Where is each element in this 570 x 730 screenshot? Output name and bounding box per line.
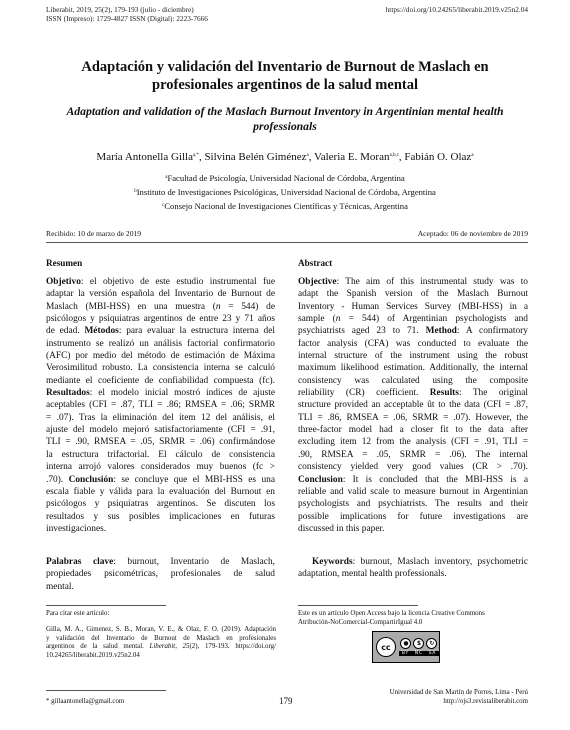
text-run: maximum likelihood estimation. Additionally, the internal (298, 363, 528, 374)
title-english: Adaptation and validation of the Maslach Burnout Inventory in Argentinian mental health professionals (66, 105, 504, 133)
abstract-line (298, 313, 528, 325)
citation-line (46, 643, 276, 652)
keywords-line (298, 556, 528, 568)
author-name: María Antonella Gilla (96, 151, 193, 163)
author-affiliation-mark: a (306, 153, 309, 158)
resumen-line (46, 375, 275, 387)
resumen-line (46, 449, 275, 461)
resumen-line (46, 288, 275, 300)
resumen-line (46, 338, 275, 350)
cc-logo-icon: cc (376, 637, 396, 657)
bold-label: Keywords (312, 557, 353, 567)
sharealike-icon: ↻ (426, 638, 437, 649)
resumen-line (46, 511, 275, 523)
text-run: three-factor model had a closer fit to the data after (298, 425, 528, 436)
text-run: excluding item 12 from the analysis (CFI = .91, TLI = (298, 437, 528, 448)
text-run: mental. (46, 581, 74, 592)
italic-text: n (335, 314, 341, 325)
abstract-line (298, 362, 528, 374)
resumen-heading: Resumen (46, 258, 83, 268)
abstract-line (298, 375, 528, 387)
text-run: = 544) of Argentinian psychologists and (340, 314, 528, 325)
resumen-keywords (46, 556, 275, 593)
by-label: BY (401, 651, 409, 656)
text-run: sample ( (298, 314, 336, 325)
text-run: .70). (46, 474, 69, 485)
affiliation-text: Consejo Nacional de Investigaciones Científicas y Técnicas, Argentina (164, 201, 408, 211)
affiliation-mark: c (162, 203, 165, 208)
corresponding-email[interactable]: * gillaantonella@gmail.com (46, 698, 125, 705)
resumen-line (46, 523, 275, 535)
text-run: psychologists and psychiatrists. The results and their (298, 499, 528, 510)
text-run: consistency yielded very good values (CR > .70). (298, 462, 528, 473)
resumen-line (46, 276, 275, 288)
affiliation-text: Instituto de Investigaciones Psicológicas, Universidad Nacional de Córdoba, Argentina (136, 187, 436, 197)
bold-label: Objetivo (46, 277, 81, 287)
resumen-line (46, 486, 275, 498)
keywords-line (46, 556, 275, 568)
bold-label: Conclusion (298, 474, 343, 485)
affiliation-text: Facultad de Psicología, Universidad Nacional de Córdoba, Argentina (167, 173, 405, 183)
bold-label: Métodos (84, 326, 119, 337)
resumen-line (46, 362, 275, 374)
license-icons (399, 638, 439, 656)
text-run: : se concluye que el MBI-HSS es una (113, 474, 276, 485)
title-spanish: Adaptación y validación del Inventario de Burnout de Maslach en profesionales argentinos de la salud mental (81, 59, 489, 93)
bold-label: Conclusión (68, 474, 114, 485)
resumen-body (46, 276, 275, 535)
bold-label: Objective (298, 277, 337, 287)
author-name: Fabián O. Olaz (404, 151, 472, 163)
abstract-line (298, 350, 528, 362)
noncommercial-icon: $ (413, 638, 424, 649)
affiliation-line (40, 171, 530, 185)
license-line: Atribución-NoComercial-CompartirIgual 4.0 (298, 618, 423, 626)
text-run: internal structure of the instrument using the robust (298, 351, 528, 362)
keywords-line (46, 581, 275, 593)
keywords-line (46, 568, 275, 580)
text-run: adapt the Spanish version of the Maslach Burnout (298, 289, 528, 300)
nc-label: NC (414, 651, 423, 656)
bold-label: Palabras clave (46, 557, 114, 567)
text-run: mediante el coeficiente de confiabilidad compuesta (fc). (46, 375, 275, 386)
text-run: instrumento se realizó un análisis factorial confirmatorio (46, 338, 275, 349)
abstract-line (298, 511, 528, 523)
text-run: argentinos de la salud mental. (46, 643, 150, 651)
author-affiliation-mark: a,* (192, 153, 199, 158)
text-run: : The original (458, 388, 529, 399)
publisher-info (390, 689, 528, 706)
bold-label: Results (429, 388, 459, 399)
text-run: y validación del Inventario de Burnout de Maslach en profesionales (46, 634, 276, 642)
journal-url[interactable]: http://ojs3.revistaliberabit.com (443, 697, 528, 705)
text-run: adaptar la versión española del Inventario de Burnout de (46, 289, 275, 300)
creative-commons-badge[interactable] (372, 631, 440, 663)
bold-label: Method (425, 326, 457, 337)
text-run: propiedades psicométricas, profesionales de salud (46, 569, 275, 580)
keywords-line (298, 568, 528, 580)
text-run: consistency was calculated using the composite (298, 375, 528, 386)
abstract-line (298, 498, 528, 510)
issn-line: ISSN (Impreso): 1729-4827 ISSN (Digital): 2223-7666 (46, 14, 208, 23)
citation-divider (46, 605, 166, 606)
text-run: : burnout, Inventario de Maslach, (113, 557, 275, 567)
abstract-line (298, 486, 528, 498)
abstract-line (298, 301, 528, 313)
text-run: la estructura trifactorial. El cálculo de consistencia (46, 449, 275, 460)
text-run: Maslach (MBI-HSS) en una muestra ( (46, 301, 216, 312)
text-run: : el objetivo de este estudio instrumental fue (80, 277, 275, 287)
abstract-line (298, 461, 528, 473)
text-run: discussed in this paper. (298, 523, 385, 534)
text-run: structure provided an acceptable ût to the data (CFI = .87, (298, 400, 528, 411)
abstract-line (298, 449, 528, 461)
received-date: Recibido: 10 de marzo de 2019 (46, 229, 142, 238)
resumen-line (46, 387, 275, 399)
text-run: TLI = .86, RMSEA = .06, SRMR = .07). However, the (298, 412, 528, 423)
text-run: de edad. (46, 326, 85, 337)
abstract-line (298, 424, 528, 436)
citation-line (46, 626, 276, 635)
abstract-line (298, 387, 528, 399)
abstract-heading: Abstract (298, 258, 333, 268)
divider-top (46, 242, 528, 243)
abstract-line (298, 399, 528, 411)
text-run: factor analysis (CFA) was conducted to evaluate the (298, 338, 528, 349)
affiliation-line (40, 199, 530, 213)
text-run: : It is concluded that the MBI-HSS is a (342, 474, 528, 485)
license-text (298, 610, 533, 627)
text-run: psicólogos y psiquiatras argentinos. Se discuten los (46, 499, 275, 510)
text-run: reliability (CR) coefficient. (298, 388, 430, 399)
accepted-date: Aceptado: 06 de noviembre de 2019 (417, 229, 528, 238)
abstract-line (298, 436, 528, 448)
affiliation-mark: b (134, 189, 137, 194)
text-run: resultados y sus posibles implicaciones en futuras (46, 511, 275, 522)
text-run: TLI = .90, RMSEA = .05, SRMR = .06) confirmándose (46, 437, 275, 448)
resumen-line (46, 498, 275, 510)
abstract-line (298, 276, 528, 288)
license-divider (298, 605, 418, 606)
abstract-line (298, 288, 528, 300)
sa-label: SA (428, 651, 436, 656)
text-run: escala fiable y válida para la evaluación del Burnout en (46, 486, 275, 497)
text-run: : para evaluar la estructura interna del (118, 326, 276, 337)
license-line: Este es un artículo Open Access bajo la licencia Creative Commons (298, 610, 485, 617)
text-run: (2), 179-193. https://doi.org/ (189, 643, 276, 651)
journal-citation-line: Liberabit, 2019, 25(2), 179-193 (julio - diciembre) (46, 5, 194, 14)
text-run: = .07). Tras la eliminación del ítem 12 del análisis, el (46, 412, 275, 423)
resumen-line (46, 399, 275, 411)
bold-label: Resultados (46, 388, 90, 399)
author-list: María Antonella Gilla$^{a,*}$, Silvina Belén Giménez$^a$, Valeria E. Moran$^{a,b,c}$, Fabián O. Olaz$^a$ (96, 151, 474, 163)
text-run: Verosimilitud robusto. La consistencia interna se calculó (46, 363, 275, 374)
text-run: aceptables (CFI = .87, TLI = .86; RMSEA = .06; SRMR (46, 400, 275, 411)
text-run: Gilla, M. A., Gimenez, S. B., Moran, V. E., & Olaz, F. O. (2019). Adaptación (46, 626, 276, 633)
author-name: Silvina Belén Giménez (204, 151, 307, 163)
text-run: reliable and valid scale to measure burnout in Argentinian (298, 486, 528, 497)
resumen-line (46, 412, 275, 424)
journal-header (46, 5, 208, 23)
text-run: = 544) de (220, 301, 275, 312)
resumen-line (46, 325, 275, 337)
affiliation-line (40, 185, 530, 199)
text-run: : A confirmatory (456, 326, 528, 337)
abstract-line (298, 523, 528, 535)
text-run: possible implications for future investigations are (298, 511, 528, 522)
abstract-line (298, 412, 528, 424)
text-run: investigaciones. (46, 523, 107, 534)
text-run: : burnout, Maslach inventory, psychometric (352, 557, 528, 567)
italic-text: Liberabit, 25 (149, 643, 190, 651)
resumen-line (46, 313, 275, 325)
attribution-icon: ● (400, 638, 411, 649)
license-terms-bar (399, 651, 439, 656)
resumen-line (46, 474, 275, 486)
resumen-line (46, 301, 275, 313)
resumen-line (46, 436, 275, 448)
text-run: : el modelo inicial mostró índices de ajuste (89, 388, 275, 399)
affiliation-list (40, 171, 530, 213)
text-run: 10.24265/liberabit.2019.v25n2.04 (46, 651, 140, 659)
author-name: Valeria E. Moran (314, 151, 390, 163)
text-run: adaptation, mental health professionals. (298, 569, 447, 580)
abstract-body (298, 276, 528, 535)
italic-text: n (215, 301, 221, 312)
text-run: .90, RMSEA = .05, SRMR = .06). The internal (298, 449, 528, 460)
text-run: Inventory - Human Services Survey (MBI-HSS) in a (298, 301, 528, 312)
text-run: (AFC) por medio del método de estimación de Máxima (46, 351, 275, 362)
resumen-line (46, 350, 275, 362)
text-run: ajuste del modelo mejoró satisfactoriamente (CFI = .91, (46, 425, 275, 436)
author-affiliation-mark: a (471, 153, 474, 158)
abstract-keywords (298, 556, 528, 581)
page-number: 179 (279, 696, 293, 706)
affiliation-mark: a (165, 175, 168, 180)
doi-link[interactable]: https://doi.org/10.24265/liberabit.2019.v25n2.04 (385, 5, 528, 14)
citation-label: Para citar este artículo: (46, 610, 110, 617)
resumen-line (46, 461, 275, 473)
author-affiliation-mark: a,b,c (389, 153, 399, 158)
text-run: interna arrojó valores considerados muy buenos (fc > (46, 462, 275, 473)
resumen-line (46, 424, 275, 436)
footer-divider (46, 690, 166, 691)
citation-line (46, 652, 276, 661)
text-run: : The aim of this instrumental study was to (336, 277, 528, 287)
text-run: psicólogos y psiquiatras argentinos de entre 23 y 71 años (46, 314, 275, 325)
abstract-line (298, 474, 528, 486)
text-run: psychiatrists aged 23 to 71. (298, 326, 426, 337)
abstract-line (298, 338, 528, 350)
citation-body (46, 626, 276, 660)
citation-line (46, 635, 276, 644)
abstract-line (298, 325, 528, 337)
university-name: Universidad de San Martín de Porres, Lima - Perú (389, 689, 528, 696)
